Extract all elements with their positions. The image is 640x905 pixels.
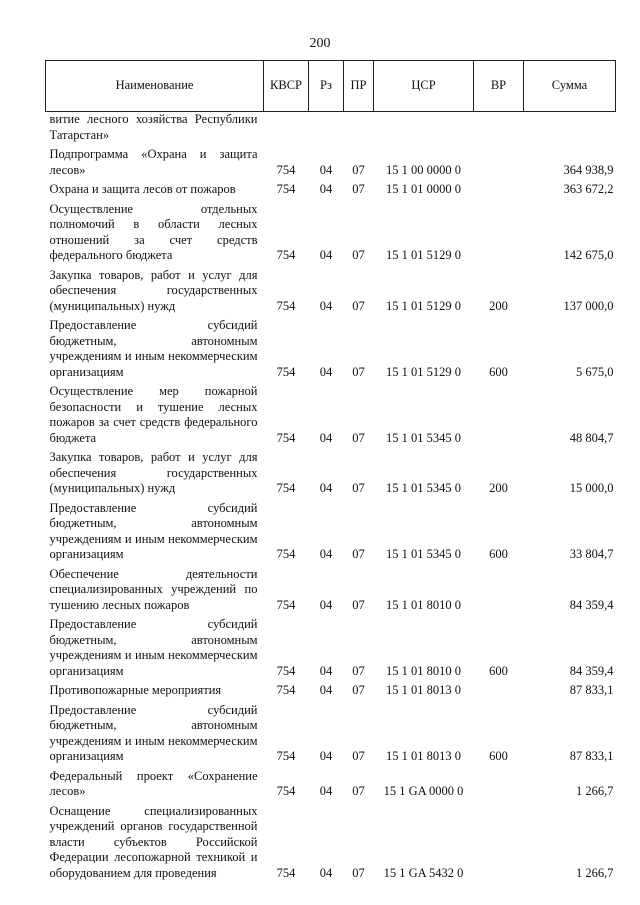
cell-vr bbox=[474, 682, 524, 702]
header-rz: Рз bbox=[309, 61, 344, 112]
cell-vr bbox=[474, 803, 524, 885]
cell-kvsr: 754 bbox=[276, 298, 296, 313]
cell-kvsr: 754 bbox=[276, 248, 296, 262]
cell-sum: 87 833,1 bbox=[569, 683, 614, 697]
table-row bbox=[46, 682, 616, 702]
cell-sum: 15 000,0 bbox=[569, 481, 614, 495]
cell-vr bbox=[474, 383, 524, 449]
cell-vr bbox=[474, 201, 524, 267]
cell-pr: 07 bbox=[352, 683, 365, 697]
cell-kvsr: 754 bbox=[276, 481, 296, 495]
cell-sum: 142 675,0 bbox=[563, 248, 614, 262]
header-kvsr: КВСР bbox=[264, 61, 309, 112]
cell-pr: 07 bbox=[352, 547, 365, 561]
cell-sum: 5 675,0 bbox=[576, 364, 614, 379]
cell-pr bbox=[344, 112, 374, 147]
cell-rz: 04 bbox=[319, 784, 333, 798]
cell-csr: 15 1 00 0000 0 bbox=[386, 162, 461, 177]
cell-kvsr: 754 bbox=[276, 364, 296, 379]
cell-name: Закупка товаров, работ и услуг для обеспечения государственных (муниципальных) нужд bbox=[49, 450, 258, 495]
cell-vr: 200 bbox=[489, 481, 508, 495]
cell-csr: 15 1 01 5345 0 bbox=[386, 481, 461, 495]
cell-sum: 84 359,4 bbox=[569, 663, 614, 678]
cell-sum: 84 359,4 bbox=[569, 597, 614, 612]
cell-kvsr: 754 bbox=[276, 162, 296, 177]
cell-sum: 87 833,1 bbox=[569, 749, 614, 763]
cell-kvsr: 754 bbox=[276, 865, 296, 880]
cell-rz: 04 bbox=[319, 547, 333, 561]
cell-csr bbox=[374, 112, 474, 147]
cell-kvsr: 754 bbox=[276, 784, 296, 798]
cell-name: Закупка товаров, работ и услуг для обеспечения государственных (муниципальных) нужд bbox=[49, 267, 258, 313]
cell-csr: 15 1 01 5345 0 bbox=[386, 430, 461, 445]
page-number: 200 bbox=[309, 36, 331, 51]
cell-vr bbox=[474, 768, 524, 803]
cell-kvsr bbox=[264, 112, 309, 147]
cell-pr: 07 bbox=[352, 162, 365, 177]
table-row bbox=[46, 616, 616, 682]
cell-kvsr: 754 bbox=[276, 547, 296, 561]
cell-vr: 600 bbox=[489, 663, 508, 678]
cell-name: Предоставление субсидий бюджетным, автономным учреждениям и иным некоммерческим организациям bbox=[49, 500, 258, 561]
table-row bbox=[46, 181, 616, 201]
cell-rz: 04 bbox=[319, 162, 333, 177]
cell-name: витие лесного хозяйства Республики Татарстан» bbox=[49, 112, 258, 142]
cell-kvsr: 754 bbox=[276, 663, 296, 678]
cell-pr: 07 bbox=[352, 481, 365, 495]
cell-csr: 15 1 01 5129 0 bbox=[386, 364, 461, 379]
cell-kvsr: 754 bbox=[276, 749, 296, 763]
cell-name: Осуществление отдельных полномочий в области лесных отношений за счет средств федерального бюджета bbox=[49, 201, 258, 262]
cell-rz: 04 bbox=[319, 597, 333, 612]
cell-vr: 600 bbox=[489, 547, 508, 561]
cell-pr: 07 bbox=[352, 749, 365, 763]
table-row bbox=[46, 383, 616, 449]
cell-rz: 04 bbox=[319, 182, 333, 196]
budget-table bbox=[45, 60, 616, 884]
cell-sum bbox=[524, 112, 616, 147]
header-pr: ПР bbox=[344, 61, 374, 112]
table-row bbox=[46, 201, 616, 267]
cell-sum: 1 266,7 bbox=[576, 784, 614, 798]
cell-csr: 15 1 01 8010 0 bbox=[386, 663, 461, 678]
cell-name: Предоставление субсидий бюджетным, автономным учреждениям и иным некоммерческим организациям bbox=[49, 318, 258, 379]
table-row bbox=[46, 449, 616, 500]
cell-csr: 15 1 GA 0000 0 bbox=[383, 784, 464, 798]
cell-vr: 600 bbox=[489, 364, 508, 379]
table-row bbox=[46, 768, 616, 803]
table-row bbox=[46, 146, 616, 181]
cell-pr: 07 bbox=[352, 248, 365, 262]
cell-pr: 07 bbox=[352, 298, 365, 313]
cell-vr bbox=[474, 146, 524, 181]
cell-csr: 15 1 01 5129 0 bbox=[386, 248, 461, 262]
cell-name: Оснащение специализированных учреждений органов государственной власти субъектов Российской Федерации лесопожарной техникой и оборудованием для проведения bbox=[49, 803, 258, 880]
cell-pr: 07 bbox=[352, 430, 365, 445]
cell-name: Подпрограмма «Охрана и защита лесов» bbox=[49, 147, 258, 177]
cell-pr: 07 bbox=[352, 784, 365, 798]
cell-pr: 07 bbox=[352, 663, 365, 678]
header-sum: Сумма bbox=[524, 61, 616, 112]
cell-rz: 04 bbox=[319, 364, 333, 379]
cell-csr: 15 1 01 5129 0 bbox=[386, 298, 461, 313]
cell-csr: 15 1 01 8010 0 bbox=[386, 597, 461, 612]
cell-sum: 364 938,9 bbox=[563, 162, 614, 177]
cell-kvsr: 754 bbox=[276, 182, 296, 196]
header-csr: ЦСР bbox=[374, 61, 474, 112]
cell-rz: 04 bbox=[319, 430, 333, 445]
table-row bbox=[46, 317, 616, 383]
table-row bbox=[46, 267, 616, 318]
cell-name: Федеральный проект «Сохранение лесов» bbox=[49, 768, 258, 798]
header-name: Наименование bbox=[46, 61, 264, 112]
cell-name: Предоставление субсидий бюджетным, автономным учреждениям и иным некоммерческим организациям bbox=[49, 617, 258, 678]
cell-csr: 15 1 01 8013 0 bbox=[386, 749, 461, 763]
cell-rz: 04 bbox=[319, 298, 333, 313]
cell-rz bbox=[309, 112, 344, 147]
cell-rz: 04 bbox=[319, 663, 333, 678]
cell-rz: 04 bbox=[319, 865, 333, 880]
cell-pr: 07 bbox=[352, 364, 365, 379]
cell-sum: 33 804,7 bbox=[569, 547, 614, 561]
cell-name: Противопожарные мероприятия bbox=[49, 683, 222, 697]
table-row bbox=[46, 702, 616, 768]
cell-csr: 15 1 GA 5432 0 bbox=[383, 865, 464, 880]
cell-vr bbox=[474, 566, 524, 617]
table-header-row bbox=[46, 61, 616, 112]
cell-kvsr: 754 bbox=[276, 683, 296, 697]
cell-kvsr: 754 bbox=[276, 597, 296, 612]
cell-vr: 600 bbox=[489, 749, 508, 763]
cell-pr: 07 bbox=[352, 597, 365, 612]
table-row bbox=[46, 500, 616, 566]
cell-pr: 07 bbox=[352, 865, 365, 880]
cell-sum: 137 000,0 bbox=[563, 298, 614, 313]
cell-name: Предоставление субсидий бюджетным, автономным учреждениям и иным некоммерческим организациям bbox=[49, 702, 258, 763]
cell-name: Охрана и защита лесов от пожаров bbox=[49, 182, 236, 196]
cell-vr bbox=[474, 112, 524, 147]
cell-csr: 15 1 01 5345 0 bbox=[386, 547, 461, 561]
cell-sum: 48 804,7 bbox=[569, 430, 614, 445]
table-row bbox=[46, 803, 616, 885]
cell-vr bbox=[474, 181, 524, 201]
cell-rz: 04 bbox=[319, 749, 333, 763]
cell-sum: 1 266,7 bbox=[576, 865, 614, 880]
cell-name: Осуществление мер пожарной безопасности и тушение лесных пожаров за счет средств федерального бюджета bbox=[49, 384, 258, 445]
table-row bbox=[46, 566, 616, 617]
cell-csr: 15 1 01 8013 0 bbox=[386, 683, 461, 697]
cell-sum: 363 672,2 bbox=[563, 182, 614, 196]
cell-vr: 200 bbox=[489, 298, 508, 313]
cell-rz: 04 bbox=[319, 683, 333, 697]
table-row bbox=[46, 112, 616, 147]
cell-name: Обеспечение деятельности специализированных учреждений по тушению лесных пожаров bbox=[49, 566, 258, 612]
cell-kvsr: 754 bbox=[276, 430, 296, 445]
cell-rz: 04 bbox=[319, 481, 333, 495]
cell-pr: 07 bbox=[352, 182, 365, 196]
cell-csr: 15 1 01 0000 0 bbox=[386, 182, 461, 196]
cell-rz: 04 bbox=[319, 248, 333, 262]
header-vr: ВР bbox=[474, 61, 524, 112]
